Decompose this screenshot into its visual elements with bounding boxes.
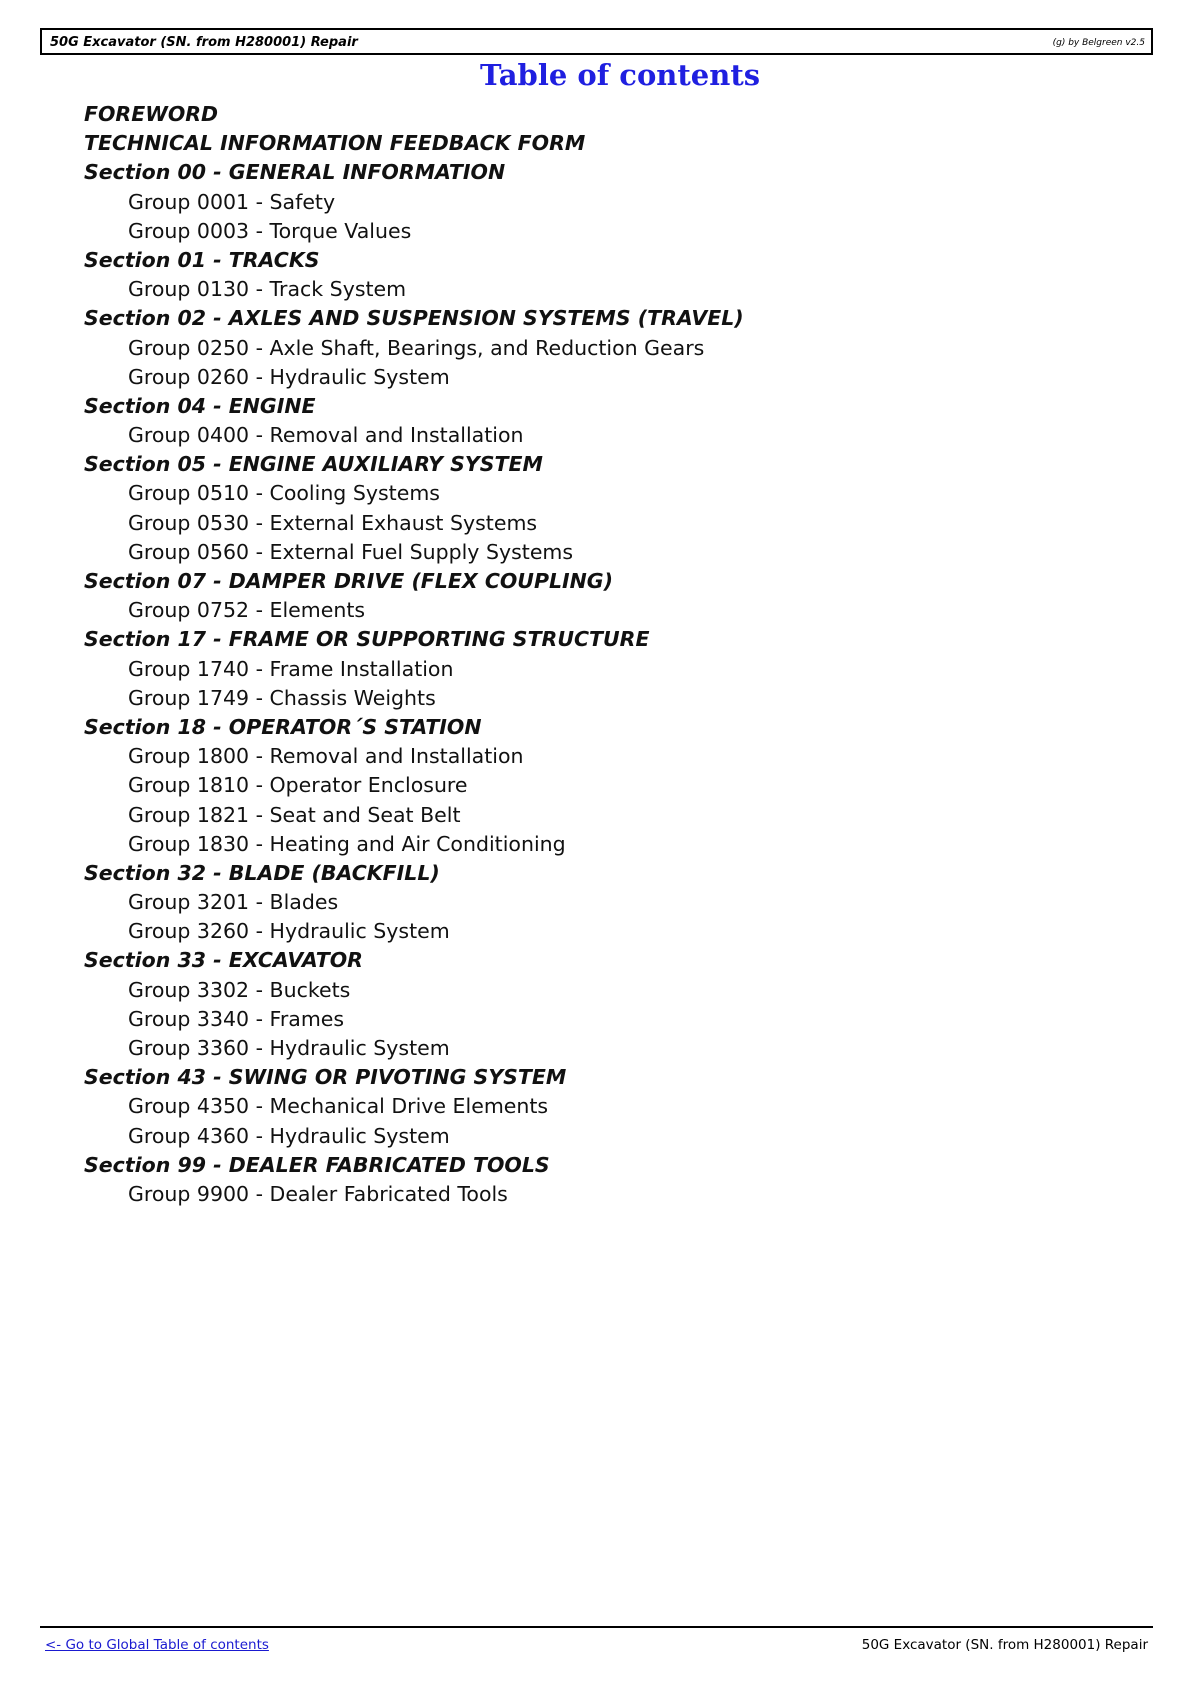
toc-group-entry[interactable]: Group 1800 - Removal and Installation [128,744,524,769]
toc-group-entry[interactable]: Group 1749 - Chassis Weights [128,685,436,710]
toc-group-entry[interactable]: Group 3201 - Blades [128,890,339,915]
toc-group-entry[interactable]: Group 9900 - Dealer Fabricated Tools [128,1181,508,1206]
toc-section-entry[interactable]: Section 07 - DAMPER DRIVE (FLEX COUPLING) [84,569,614,593]
toc-section-entry[interactable]: Section 18 - OPERATOR´S STATION [84,714,482,739]
toc-group-entry[interactable]: Group 1821 - Seat and Seat Belt [128,802,461,827]
toc-section-entry[interactable]: Section 99 - DEALER FABRICATED TOOLS [84,1152,550,1177]
toc-section-entry[interactable]: Section 33 - EXCAVATOR [84,948,363,973]
toc-group-entry[interactable]: Group 0530 - External Exhaust Systems [128,510,538,535]
toc-group-entry[interactable]: Group 0001 - Safety [128,189,336,214]
toc-group-entry[interactable]: Group 1810 - Operator Enclosure [128,773,468,798]
toc-section-entry[interactable]: Section 43 - SWING OR PIVOTING SYSTEM [84,1065,567,1090]
toc-section-entry[interactable]: Section 32 - BLADE (BACKFILL) [84,860,440,885]
toc-group-entry[interactable]: Group 0400 - Removal and Installation [128,423,524,448]
toc-group-entry[interactable]: Group 0560 - External Fuel Supply Systems [128,539,574,564]
page-title: Table of contents [479,58,761,92]
toc-group-entry[interactable]: Group 4350 - Mechanical Drive Elements [128,1094,549,1119]
toc-group-entry[interactable]: Group 0510 - Cooling Systems [128,481,440,506]
toc-section-entry[interactable]: FOREWORD [84,102,219,126]
toc-section-entry[interactable]: Section 17 - FRAME OR SUPPORTING STRUCTURE [84,627,650,652]
header-credit: (g) by Belgreen v2.5 [1052,38,1145,48]
toc-group-entry[interactable]: Group 3302 - Buckets [128,977,351,1002]
page-header [40,28,1153,55]
toc-group-entry[interactable]: Group 0250 - Axle Shaft, Bearings, and Reduction Gears [128,335,705,360]
toc-group-entry[interactable]: Group 1830 - Heating and Air Conditioning [128,831,566,856]
toc-group-entry[interactable]: Group 4360 - Hydraulic System [128,1123,450,1148]
toc-group-entry[interactable]: Group 0003 - Torque Values [128,218,412,243]
header-title: 50G Excavator (SN. from H280001) Repair [50,35,358,50]
footer-divider [40,1626,1153,1628]
toc-section-entry[interactable]: Section 00 - GENERAL INFORMATION [84,160,506,185]
toc-group-entry[interactable]: Group 0752 - Elements [128,598,366,623]
toc-group-entry[interactable]: Group 3340 - Frames [128,1006,345,1031]
footer-doc-title: 50G Excavator (SN. from H280001) Repair [861,1637,1148,1653]
toc-section-entry[interactable]: Section 05 - ENGINE AUXILIARY SYSTEM [84,452,543,477]
toc-group-entry[interactable]: Group 3260 - Hydraulic System [128,919,450,944]
toc-group-entry[interactable]: Group 0130 - Track System [128,277,407,302]
toc-group-entry[interactable]: Group 0260 - Hydraulic System [128,364,450,389]
toc-section-entry[interactable]: Section 02 - AXLES AND SUSPENSION SYSTEMS (TRAVEL) [84,306,744,331]
toc-group-entry[interactable]: Group 1740 - Frame Installation [128,656,454,681]
global-toc-link[interactable]: <- Go to Global Table of contents [45,1637,269,1653]
toc-section-entry[interactable]: TECHNICAL INFORMATION FEEDBACK FORM [84,131,586,156]
toc-section-entry[interactable]: Section 04 - ENGINE [84,393,316,418]
toc-section-entry[interactable]: Section 01 - TRACKS [84,247,320,272]
toc-group-entry[interactable]: Group 3360 - Hydraulic System [128,1036,450,1060]
table-of-contents [84,100,744,1209]
